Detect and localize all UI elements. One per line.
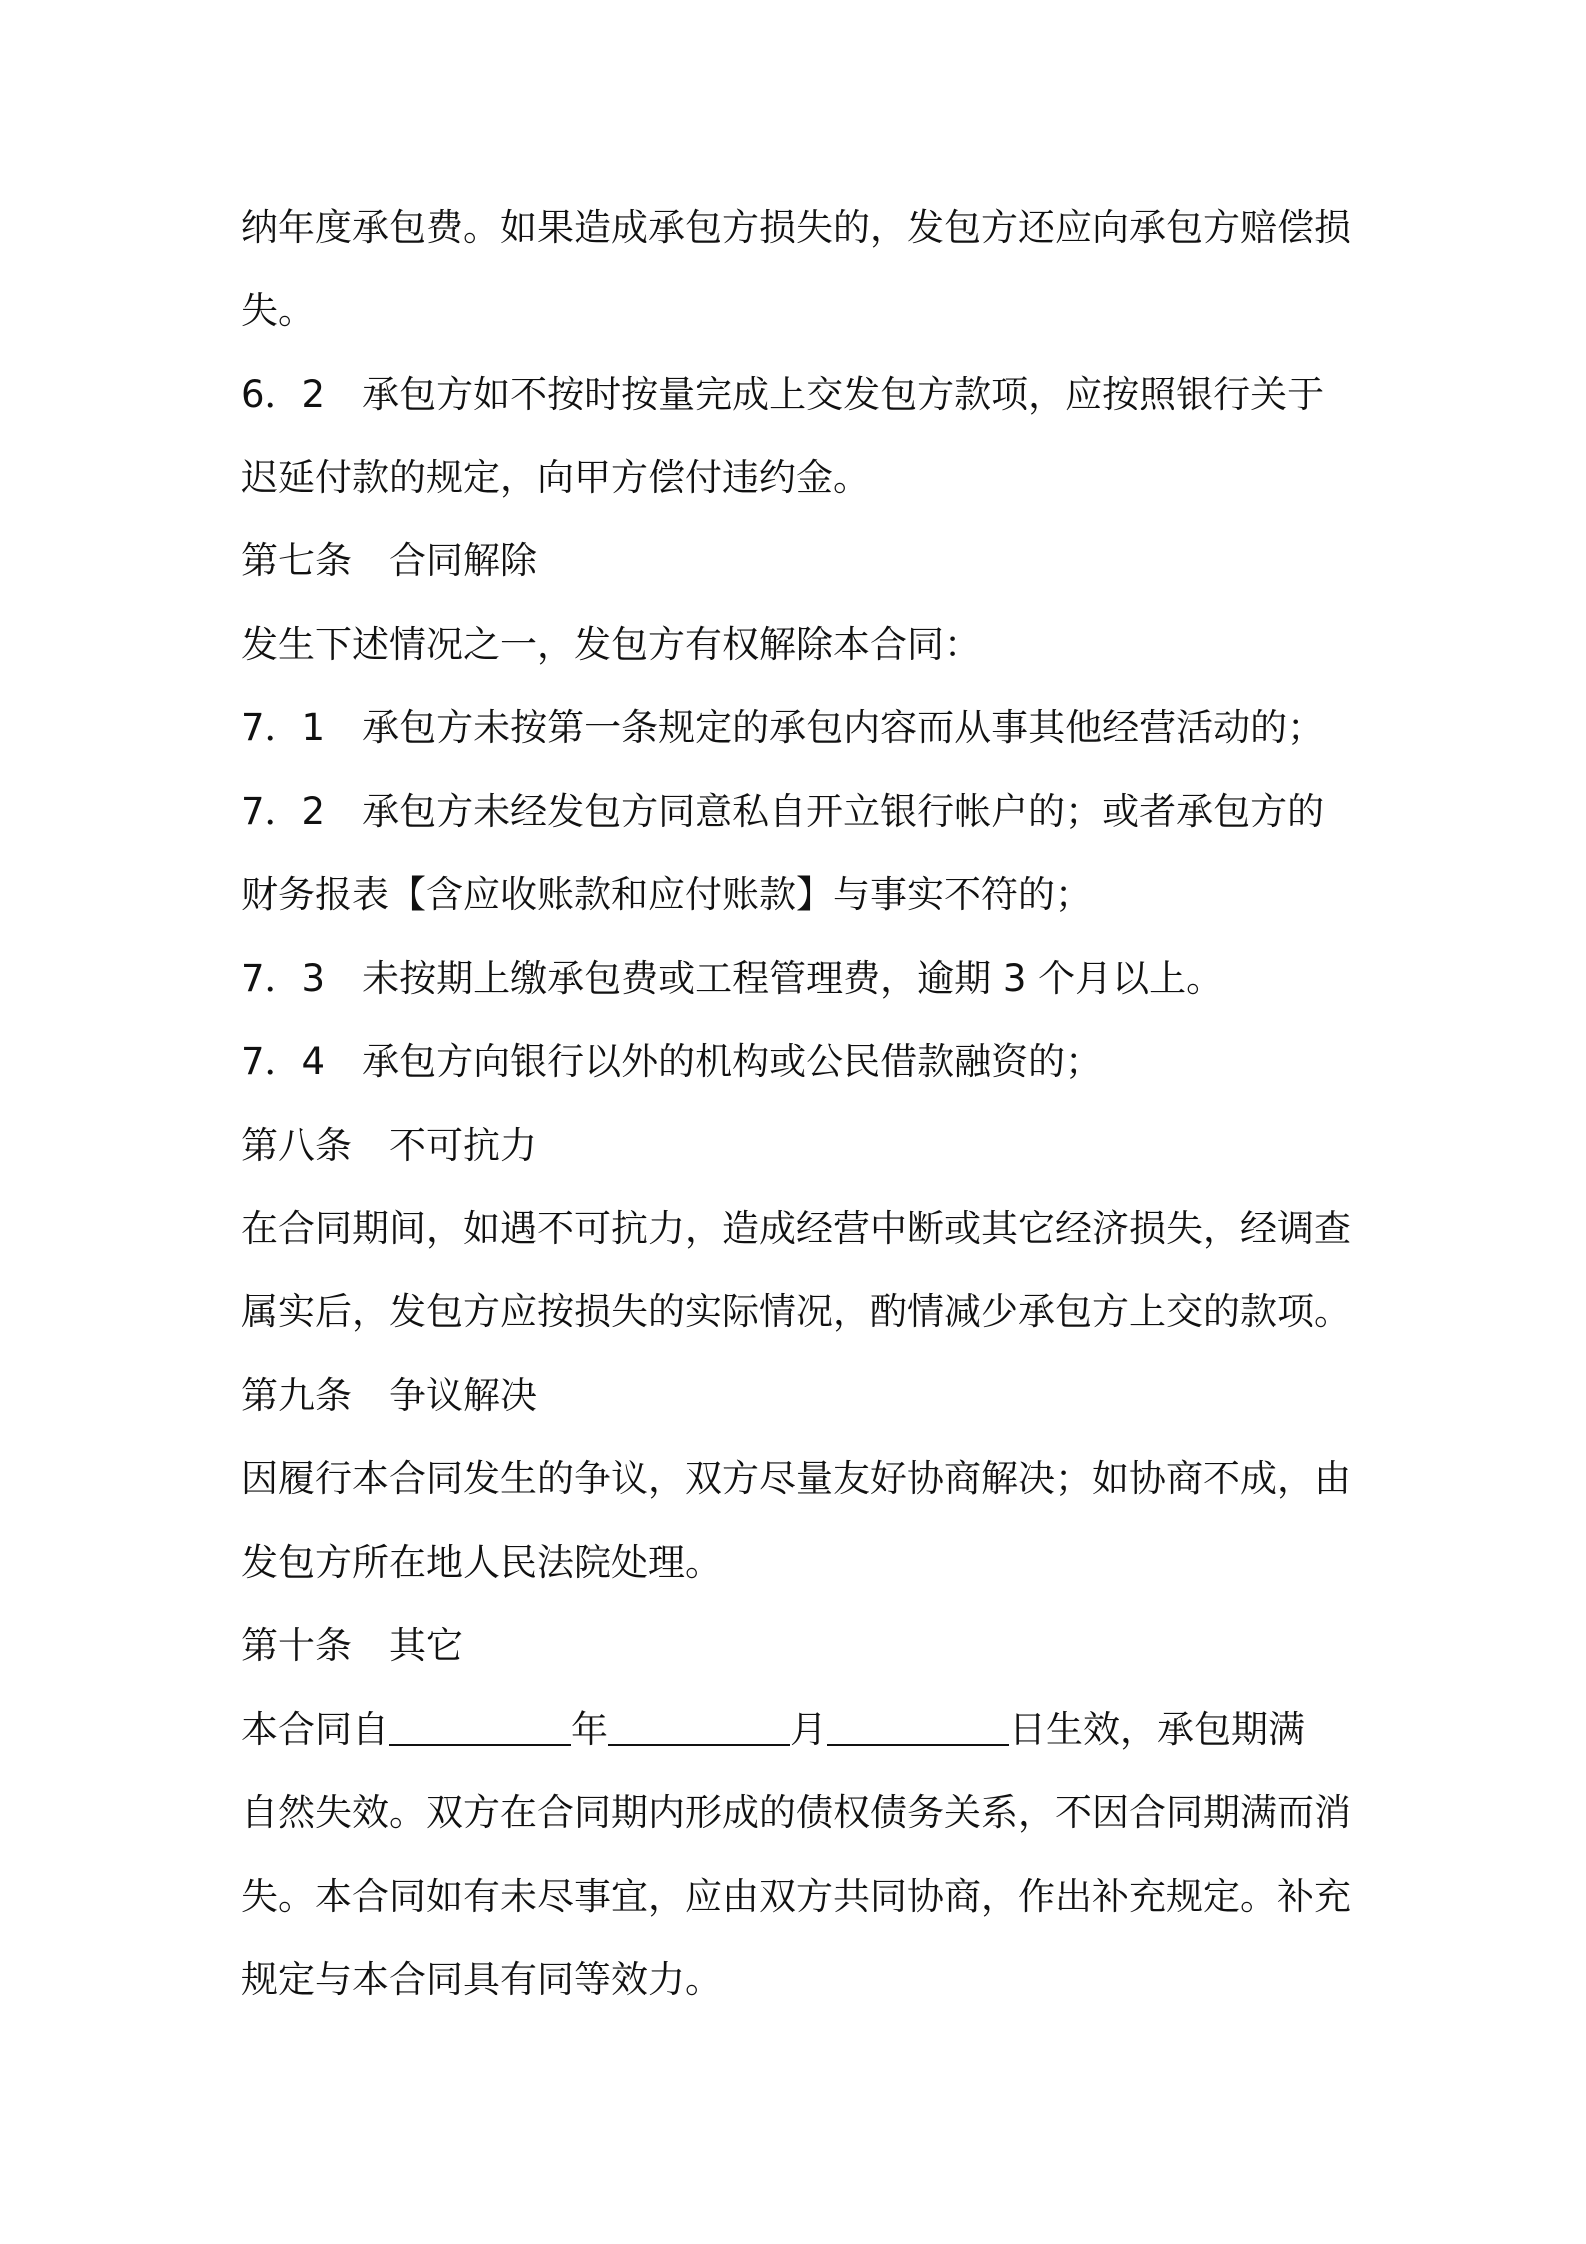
text-line: 纳年度承包费。如果造成承包方损失的，发包方还应向承包方赔偿损	[241, 206, 1351, 249]
article-10-heading: 第十条 其它	[241, 1624, 463, 1667]
text-line: 发生下述情况之一，发包方有权解除本合同：	[241, 623, 981, 666]
clause-7-3: 7．3 未按期上缴承包费或工程管理费，逾期 3 个月以上。	[241, 957, 1224, 1000]
text-line: 财务报表【含应收账款和应付账款】与事实不符的；	[241, 873, 1092, 916]
article-9-heading: 第九条 争议解决	[241, 1374, 537, 1417]
text-line: 规定与本合同具有同等效力。	[241, 1958, 722, 2001]
month-blank	[608, 1708, 790, 1746]
text-line: 因履行本合同发生的争议，双方尽量友好协商解决；如协商不成，由	[241, 1457, 1351, 1500]
clause-7-2: 7．2 承包方未经发包方同意私自开立银行帐户的；或者承包方的	[241, 790, 1325, 833]
text-line: 属实后，发包方应按损失的实际情况，酌情减少承包方上交的款项。	[241, 1290, 1351, 1333]
effective-suffix: 日生效，承包期满	[1009, 1708, 1305, 1751]
year-label: 年	[571, 1708, 608, 1751]
article-7-heading: 第七条 合同解除	[241, 539, 537, 582]
clause-7-4: 7．4 承包方向银行以外的机构或公民借款融资的；	[241, 1040, 1103, 1083]
clause-6-2: 6．2 承包方如不按时按量完成上交发包方款项，应按照银行关于	[241, 373, 1325, 416]
text-line: 自然失效。双方在合同期内形成的债权债务关系，不因合同期满而消	[241, 1791, 1351, 1834]
year-blank	[389, 1708, 571, 1746]
text-line: 发包方所在地人民法院处理。	[241, 1541, 722, 1584]
month-label: 月	[790, 1708, 827, 1751]
day-blank	[827, 1708, 1009, 1746]
clause-7-1: 7．1 承包方未按第一条规定的承包内容而从事其他经营活动的；	[241, 706, 1325, 749]
text-line: 在合同期间，如遇不可抗力，造成经营中断或其它经济损失，经调查	[241, 1207, 1351, 1250]
effective-date-line	[241, 1706, 1305, 1754]
text-line: 失。	[241, 289, 315, 332]
text-line: 失。本合同如有未尽事宜，应由双方共同协商，作出补充规定。补充	[241, 1875, 1351, 1918]
effective-prefix: 本合同自	[241, 1708, 389, 1751]
text-line: 迟延付款的规定，向甲方偿付违约金。	[241, 456, 870, 499]
article-8-heading: 第八条 不可抗力	[241, 1124, 537, 1167]
